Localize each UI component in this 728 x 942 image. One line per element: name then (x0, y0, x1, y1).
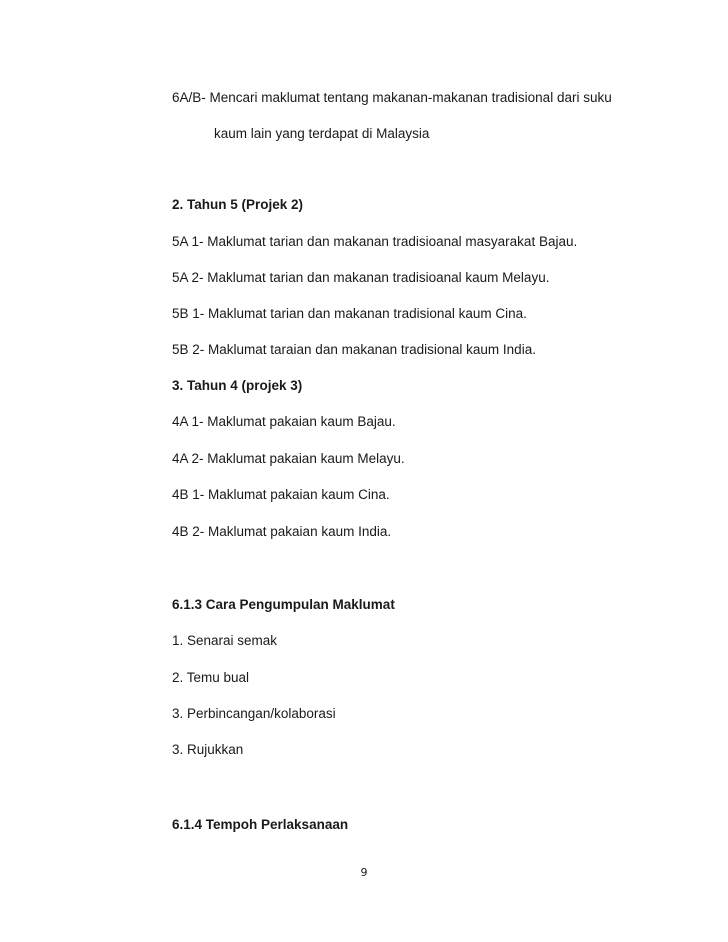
page-number: 9 (360, 866, 368, 879)
list-item: 4A 2- Maklumat pakaian kaum Melayu. (172, 451, 405, 466)
list-item: 3. Perbincangan/kolaborasi (172, 706, 336, 721)
list-item: 1. Senarai semak (172, 633, 278, 648)
list-item: 5A 2- Maklumat tarian dan makanan tradisioanal kaum Melayu. (172, 270, 550, 285)
list-item: 2. Temu bual (172, 670, 250, 685)
intro-line-2: kaum lain yang terdapat di Malaysia (214, 126, 430, 141)
list-item: 5A 1- Maklumat tarian dan makanan tradisioanal masyarakat Bajau. (172, 234, 578, 249)
section-3-heading: 3. Tahun 4 (projek 3) (172, 378, 303, 393)
list-item: 4B 2- Maklumat pakaian kaum India. (172, 524, 392, 539)
section-6-1-4-heading: 6.1.4 Tempoh Perlaksanaan (172, 817, 349, 832)
list-item: 4B 1- Maklumat pakaian kaum Cina. (172, 487, 390, 502)
list-item: 5B 1- Maklumat tarian dan makanan tradisional kaum Cina. (172, 306, 527, 321)
list-item: 3. Rujukkan (172, 742, 244, 757)
list-item: 4A 1- Maklumat pakaian kaum Bajau. (172, 414, 396, 429)
list-item: 5B 2- Maklumat taraian dan makanan tradisional kaum India. (172, 342, 536, 357)
intro-line-1: 6A/B- Mencari maklumat tentang makanan-makanan tradisional dari suku (172, 90, 612, 105)
section-6-1-3-heading: 6.1.3 Cara Pengumpulan Maklumat (172, 597, 395, 612)
section-2-heading: 2. Tahun 5 (Projek 2) (172, 197, 304, 212)
